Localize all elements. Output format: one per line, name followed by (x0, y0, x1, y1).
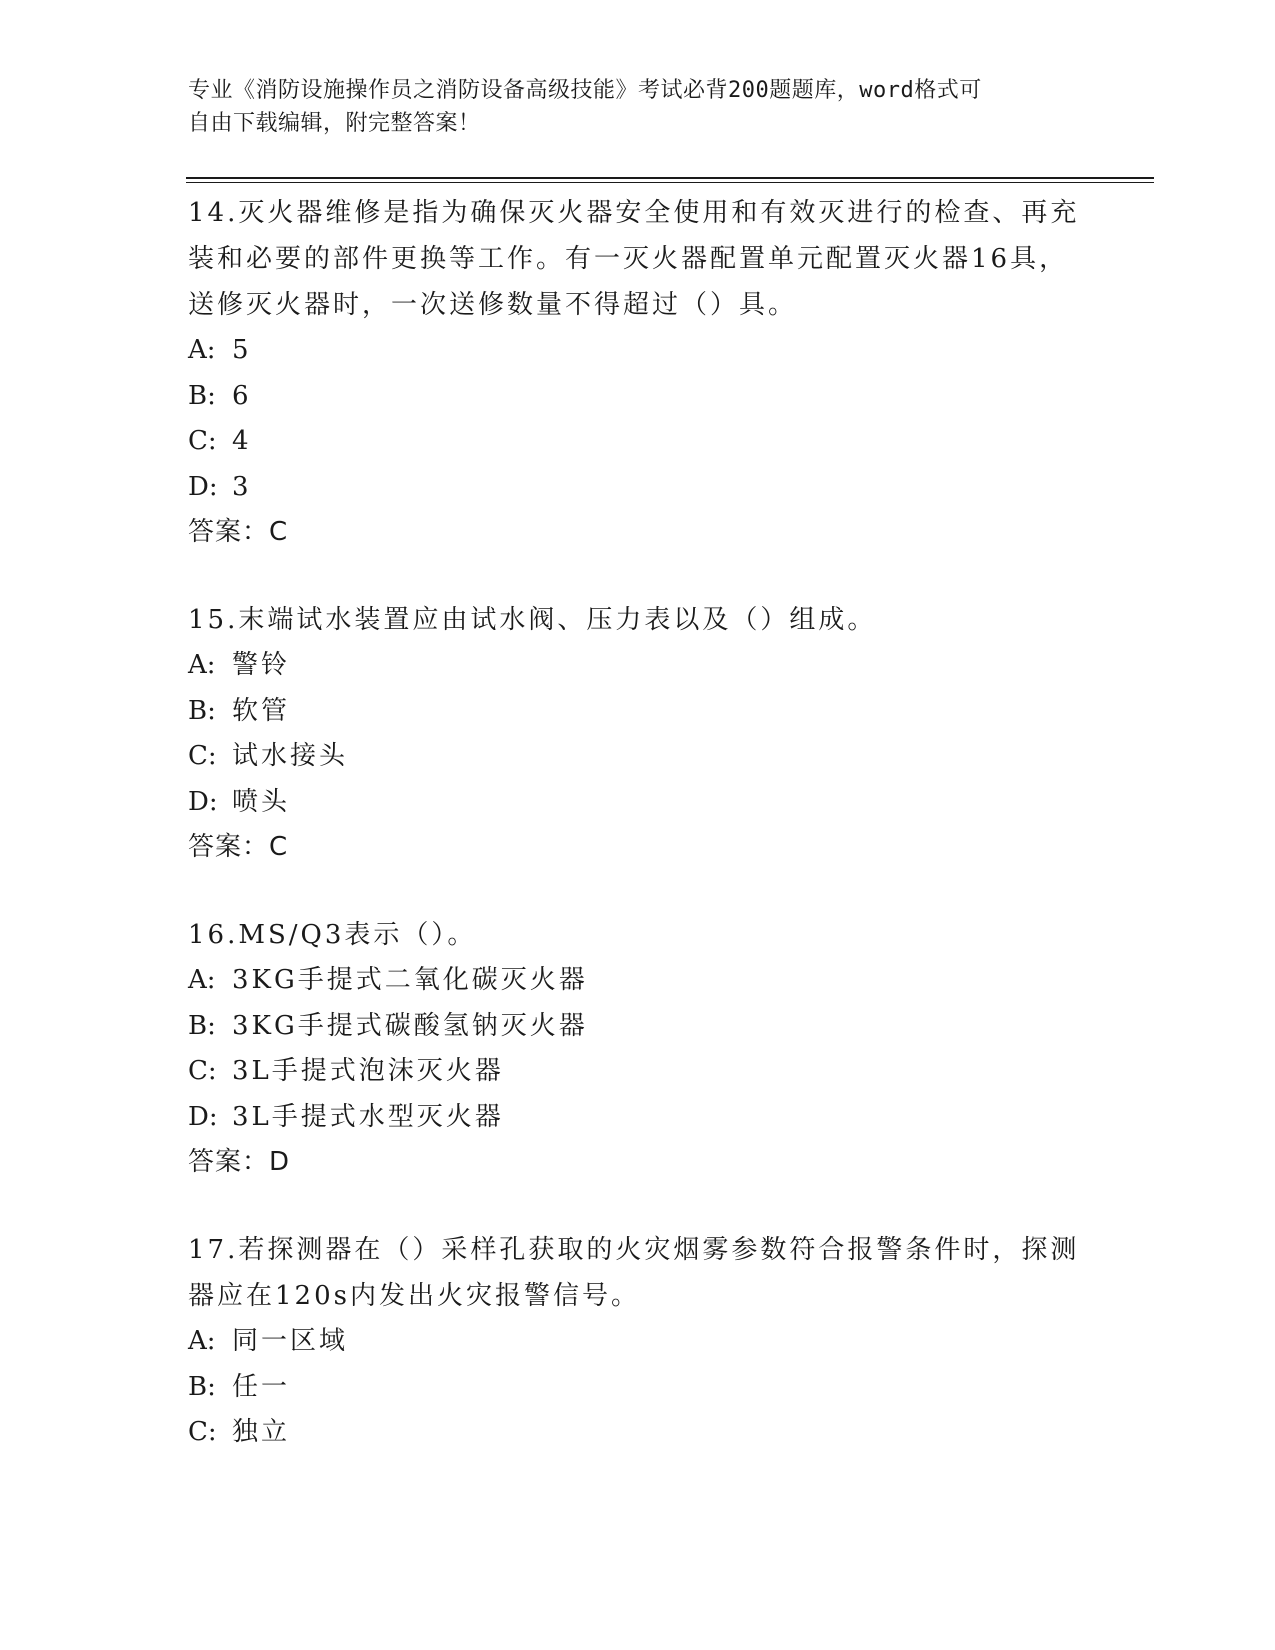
answer-option (188, 1410, 1088, 1456)
answer-key: 答案：D (188, 1147, 291, 1177)
answer-option (188, 1095, 1088, 1141)
question-stem (188, 1227, 1088, 1319)
question-item (188, 1227, 1088, 1456)
option-text: 喷头 (232, 786, 291, 817)
spacer (188, 1185, 1088, 1227)
question-stem-line: 送修灭火器时，一次送修数量不得超过（）具。 (188, 290, 798, 320)
option-letter: A: (188, 965, 216, 995)
option-text: 试水接头 (232, 741, 349, 771)
document-header (188, 74, 1068, 140)
spacer (188, 555, 1088, 597)
question-stem-line: 装和必要的部件更换等工作。有一灭火器配置单元配置灭火器16具， (188, 244, 1069, 274)
question-stem (188, 597, 1088, 643)
question-stem-line: 17.若探测器在（）采样孔获取的火灾烟雾参数符合报警条件时，探测 (188, 1235, 1080, 1265)
option-text: 3KG手提式碳酸氢钠灭火器 (232, 1010, 588, 1041)
question-item (188, 597, 1088, 870)
option-letter: A: (188, 1326, 216, 1356)
header-line: 自由下载编辑，附完整答案！ (188, 111, 481, 136)
question-stem-line: 16.MS/Q3表示（）。 (188, 920, 477, 950)
option-text: 5 (232, 335, 252, 365)
option-letter: B: (188, 380, 216, 411)
option-letter: D: (188, 471, 218, 502)
option-text: 独立 (232, 1417, 291, 1447)
option-text: 3L手提式水型灭火器 (232, 1101, 504, 1132)
option-letter: A: (188, 335, 216, 365)
option-text: 3L手提式泡沫灭火器 (232, 1056, 504, 1086)
option-letter: C: (188, 741, 217, 771)
answer-option (188, 958, 1088, 1004)
answer-option (188, 374, 1088, 420)
option-letter: B: (188, 695, 216, 726)
option-text: 警铃 (232, 650, 291, 680)
option-letter: B: (188, 1010, 216, 1041)
question-item (188, 190, 1088, 555)
option-letter: A: (188, 650, 216, 680)
spacer (188, 870, 1088, 912)
option-text: 3 (232, 471, 252, 502)
option-text: 3KG手提式二氧化碳灭火器 (232, 965, 588, 995)
question-list (188, 190, 1088, 1456)
option-letter: C: (188, 1417, 217, 1447)
option-text: 任一 (232, 1371, 291, 1402)
question-stem (188, 912, 1088, 958)
question-stem-line: 器应在120s内发出火灾报警信号。 (188, 1281, 640, 1311)
question-stem-line: 14.灭火器维修是指为确保灭火器安全使用和有效灭进行的检查、再充 (188, 198, 1080, 228)
question-stem (188, 190, 1088, 328)
answer-option (188, 734, 1088, 780)
option-letter: D: (188, 1101, 218, 1132)
answer-option (188, 1049, 1088, 1095)
answer-key: 答案：C (188, 517, 289, 547)
header-divider-thin (186, 182, 1154, 183)
option-letter: D: (188, 786, 218, 817)
option-text: 软管 (232, 695, 291, 726)
option-letter: C: (188, 426, 217, 456)
answer-option (188, 780, 1088, 826)
answer-option (188, 419, 1088, 465)
answer-option (188, 689, 1088, 735)
header-divider (186, 177, 1154, 179)
option-letter: C: (188, 1056, 217, 1086)
answer-option (188, 643, 1088, 689)
answer-option (188, 1319, 1088, 1365)
option-letter: B: (188, 1371, 216, 1402)
answer-key: 答案：C (188, 832, 289, 862)
option-text: 同一区域 (232, 1326, 349, 1356)
header-line: 专业《消防设施操作员之消防设备高级技能》考试必背200题题库，word格式可 (188, 78, 982, 103)
answer-option (188, 1004, 1088, 1050)
answer-option (188, 1365, 1088, 1411)
option-text: 4 (232, 426, 252, 456)
question-stem-line: 15.末端试水装置应由试水阀、压力表以及（）组成。 (188, 605, 877, 635)
question-item (188, 912, 1088, 1185)
answer-option (188, 328, 1088, 374)
answer-option (188, 465, 1088, 511)
option-text: 6 (232, 380, 252, 411)
